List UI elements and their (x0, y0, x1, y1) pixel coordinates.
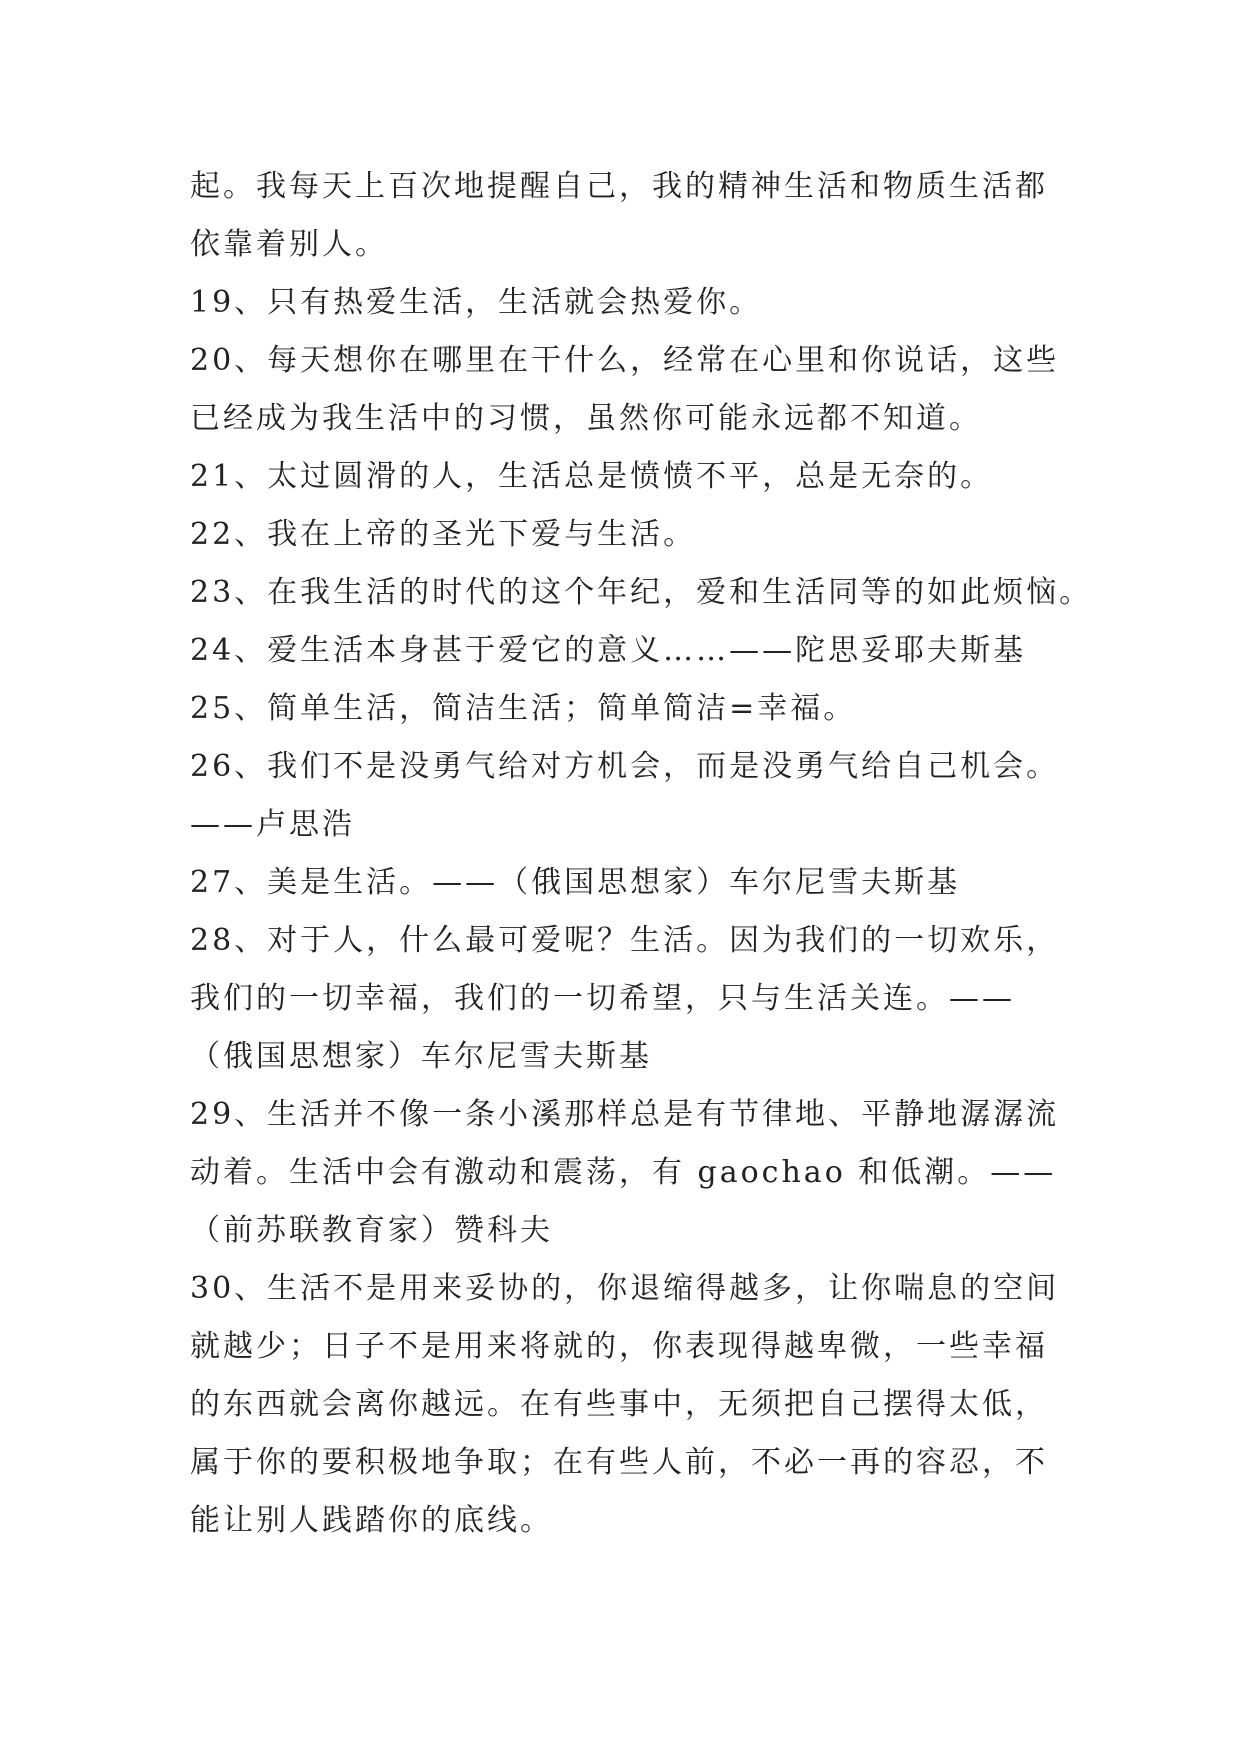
text-line: 就越少；日子不是用来将就的，你表现得越卑微，一些幸福 (190, 1329, 1048, 1364)
text-line: 25、简单生活，简洁生活；简单简洁=幸福。 (190, 691, 857, 726)
text-line: 已经成为我生活中的习惯，虽然你可能永远都不知道。 (190, 401, 982, 436)
text-line: 26、我们不是没勇气给对方机会，而是没勇气给自己机会。 (190, 749, 1060, 784)
text-line: 20、每天想你在哪里在干什么，经常在心里和你说话，这些 (190, 343, 1060, 378)
text-line: 23、在我生活的时代的这个年纪，爱和生活同等的如此烦恼。 (190, 575, 1093, 610)
text-line: 27、美是生活。——（俄国思想家）车尔尼雪夫斯基 (190, 865, 961, 900)
text-line: 29、生活并不像一条小溪那样总是有节律地、平静地潺潺流 (190, 1097, 1060, 1132)
text-line: （俄国思想家）车尔尼雪夫斯基 (190, 1039, 652, 1074)
text-line: 28、对于人，什么最可爱呢？生活。因为我们的一切欢乐， (190, 923, 1060, 958)
text-line: 依靠着别人。 (190, 227, 388, 262)
text-line: 22、我在上帝的圣光下爱与生活。 (190, 517, 697, 552)
text-line: 24、爱生活本身甚于爱它的意义……——陀思妥耶夫斯基 (190, 633, 1027, 668)
text-line: 30、生活不是用来妥协的，你退缩得越多，让你喘息的空间 (190, 1271, 1060, 1306)
text-line: 起。我每天上百次地提醒自己，我的精神生活和物质生活都 (190, 169, 1048, 204)
text-line: 的东西就会离你越远。在有些事中，无须把自己摆得太低， (190, 1387, 1048, 1422)
text-line: ——卢思浩 (190, 807, 355, 842)
text-line: （前苏联教育家）赞科夫 (190, 1213, 553, 1248)
text-line: 能让别人践踏你的底线。 (190, 1503, 553, 1538)
text-line: 19、只有热爱生活，生活就会热爱你。 (190, 285, 763, 320)
text-line: 动着。生活中会有激动和震荡，有 gaochao 和低潮。—— (190, 1155, 1057, 1190)
text-line: 我们的一切幸福，我们的一切希望，只与生活关连。—— (190, 981, 1015, 1016)
text-line: 21、太过圆滑的人，生活总是愤愤不平，总是无奈的。 (190, 459, 994, 494)
document-body (190, 158, 1093, 1550)
text-line: 属于你的要积极地争取；在有些人前，不必一再的容忍，不 (190, 1445, 1048, 1480)
